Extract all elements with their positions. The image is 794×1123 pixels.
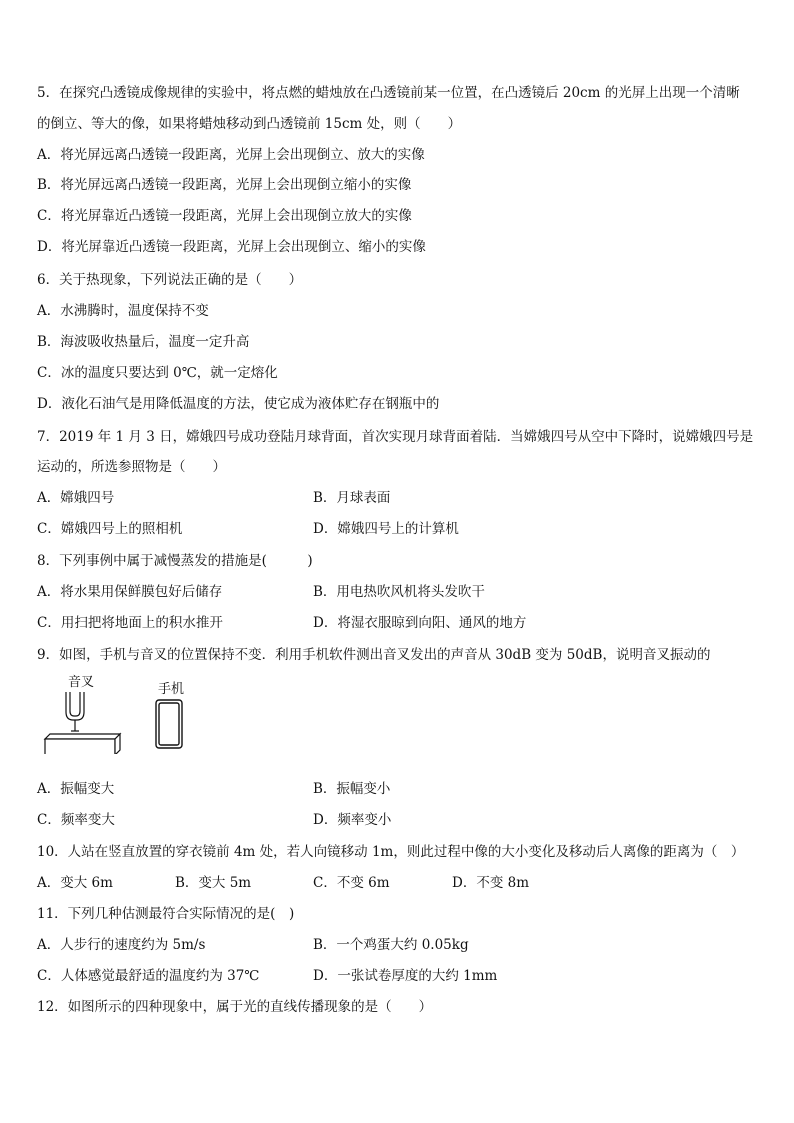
- q8-option-d: D．将湿衣服晾到向阳、通风的地方: [313, 615, 527, 631]
- tuning-fork-icon: [66, 692, 84, 731]
- q8-stem: 8．下列事例中属于减慢蒸发的措施是( ): [37, 553, 313, 569]
- q6-stem: 6．关于热现象，下列说法正确的是（ ）: [37, 272, 303, 288]
- q5-option-d: D．将光屏靠近凸透镜一段距离，光屏上会出现倒立、缩小的实像: [37, 239, 426, 255]
- q10-option-d: D．不变 8m: [452, 875, 530, 891]
- q6-option-b: B．海波吸收热量后，温度一定升高: [37, 334, 250, 350]
- fig-label-tuning-fork: 音叉: [68, 675, 95, 690]
- q7-option-b: B．月球表面: [313, 490, 391, 506]
- q5-option-a: A．将光屏远离凸透镜一段距离，光屏上会出现倒立、放大的实像: [37, 147, 425, 163]
- q5-stem-line1: 5．在探究凸透镜成像规律的实验中，将点燃的蜡烛放在凸透镜前某一位置，在凸透镜后 20cm 的光屏上出现一个清晰: [37, 85, 740, 101]
- q12-stem: 12．如图所示的四种现象中，属于光的直线传播现象的是（ ）: [37, 999, 433, 1015]
- q9-option-d: D．频率变小: [313, 812, 392, 828]
- q6-option-d: D．液化石油气是用降低温度的方法，使它成为液体贮存在钢瓶中的: [37, 396, 440, 412]
- q10-stem: 10．人站在竖直放置的穿衣镜前 4m 处，若人向镜移动 1m，则此过程中像的大小变化及移动后人离像的距离为（ ）: [37, 844, 745, 860]
- q7-option-d: D．嫦娥四号上的计算机: [313, 521, 459, 537]
- fig-label-phone: 手机: [158, 682, 185, 697]
- phone-icon: [156, 700, 182, 748]
- q7-stem-line1: 7．2019 年 1 月 3 日，嫦娥四号成功登陆月球背面，首次实现月球背面着陆．当嫦娥四号从空中下降时，说嫦娥四号是: [37, 429, 754, 445]
- q10-option-c: C．不变 6m: [313, 875, 390, 891]
- q10-option-a: A．变大 6m: [37, 875, 113, 891]
- q7-option-a: A．嫦娥四号: [37, 490, 115, 506]
- q5-option-b: B．将光屏远离凸透镜一段距离，光屏上会出现倒立缩小的实像: [37, 177, 412, 193]
- q9-stem: 9．如图，手机与音叉的位置保持不变．利用手机软件测出音叉发出的声音从 30dB 变为 50dB，说明音叉振动的: [37, 647, 711, 663]
- q7-stem-line2: 运动的，所选参照物是（ ）: [37, 459, 226, 475]
- q9-option-c: C．频率变大: [37, 812, 115, 828]
- tuning-fork-phone-figure: [40, 674, 200, 754]
- q8-option-a: A．将水果用保鲜膜包好后储存: [37, 584, 223, 600]
- q5-option-c: C．将光屏靠近凸透镜一段距离，光屏上会出现倒立放大的实像: [37, 208, 412, 224]
- q6-option-c: C．冰的温度只要达到 0℃，就一定熔化: [37, 365, 278, 381]
- q11-option-d: D．一张试卷厚度的大约 1mm: [313, 968, 498, 984]
- q6-option-a: A．水沸腾时，温度保持不变: [37, 303, 209, 319]
- q7-option-c: C．嫦娥四号上的照相机: [37, 521, 183, 537]
- q9-option-b: B．振幅变小: [313, 781, 391, 797]
- figure-drawing: [40, 674, 200, 754]
- q11-option-a: A．人步行的速度约为 5m/s: [37, 937, 206, 953]
- q10-option-b: B．变大 5m: [175, 875, 252, 891]
- q8-option-c: C．用扫把将地面上的积水推开: [37, 615, 223, 631]
- q8-option-b: B．用电热吹风机将头发吹干: [313, 584, 485, 600]
- q11-stem: 11．下列几种估测最符合实际情况的是( ): [37, 906, 295, 922]
- q11-option-c: C．人体感觉最舒适的温度约为 37℃: [37, 968, 260, 984]
- q5-stem-line2: 的倒立、等大的像，如果将蜡烛移动到凸透镜前 15cm 处，则（ ）: [37, 116, 462, 132]
- resonance-box-icon: [45, 734, 120, 754]
- q11-option-b: B．一个鸡蛋大约 0.05kg: [313, 937, 469, 953]
- q9-option-a: A．振幅变大: [37, 781, 115, 797]
